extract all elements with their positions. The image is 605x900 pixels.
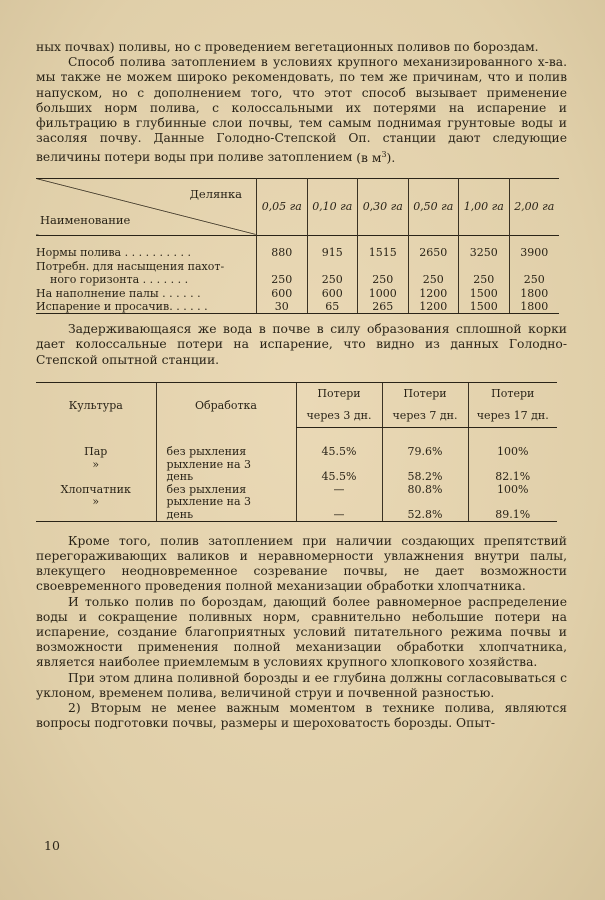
- table-row: [36, 496, 557, 509]
- table-row: [36, 458, 557, 471]
- paragraph-furrows: И только полив по бороздам, дающий более равномерное распределение воды и сокращение поливных норм, сравнительно небольшие потери на испарение, создание благоприятных условий питательного режима почвы и возможности применения полной механизации обработки хлопчатника, является наиболее приемлемым в условиях крупного хлопкового хозяйства.: [36, 594, 567, 670]
- table-cell: 82.1%: [468, 471, 557, 484]
- treatment-cell: день: [156, 471, 296, 484]
- evaporation-table-header: [36, 382, 557, 405]
- table-cell: 100%: [468, 483, 557, 496]
- table-cell: 45.5%: [296, 471, 382, 484]
- paragraph-flooding: [36, 55, 567, 166]
- water-loss-table: [36, 178, 559, 315]
- table-cell: 3900: [509, 246, 559, 260]
- table-row: [36, 286, 559, 300]
- row-label: Нормы полива . . . . . . . . . .: [36, 246, 192, 260]
- column-header: 0,50 га: [408, 178, 459, 235]
- header-17-days: через 17 дн.: [468, 405, 557, 428]
- table-cell: 58.2%: [382, 471, 468, 484]
- paragraph-continuation: ных почвах) поливы, но с проведением вегетационных поливов по бороздам.: [36, 40, 539, 54]
- table-cell: 65: [307, 300, 358, 314]
- header-treatment: Обработка: [156, 382, 296, 427]
- table-row: [36, 483, 557, 496]
- table-row: [36, 259, 559, 273]
- row-label: Потребн. для насыщения пахот-: [36, 259, 225, 273]
- treatment-cell: без рыхления: [156, 483, 296, 496]
- table-cell: 250: [408, 273, 459, 287]
- table-spacer: [36, 235, 559, 246]
- culture-cell: [36, 471, 156, 484]
- table-cell: 100%: [468, 446, 557, 459]
- table-row: [36, 446, 557, 459]
- table-cell: —: [296, 508, 382, 521]
- header-loss: Потери: [382, 382, 468, 405]
- culture-cell: [36, 508, 156, 521]
- header-plot: Делянка: [189, 186, 242, 201]
- table-cell: 250: [257, 273, 308, 287]
- table-cell: 250: [358, 273, 409, 287]
- table-cell: 250: [509, 273, 559, 287]
- header-3-days: через 3 дн.: [296, 405, 382, 428]
- table-row: [36, 508, 557, 521]
- table-cell: 45.5%: [296, 446, 382, 459]
- column-header: 0,30 га: [358, 178, 409, 235]
- table-row: [36, 246, 559, 260]
- header-culture: Культура: [36, 382, 156, 427]
- unit-close: ).: [386, 150, 396, 165]
- unit-label: [356, 151, 395, 165]
- table-cell: —: [296, 483, 382, 496]
- water-loss-table-header: [36, 178, 559, 235]
- row-label: Испарение и просачив. . . . . .: [36, 300, 257, 314]
- paragraph-flooding-text: Способ полива затоплением в условиях крупного механизированного х-ва. мы также не можем широко рекомендовать, по тем же причинам, что и полив напуском, но с дополнением того, что этот способ вызывает применение больших норм полива, с колоссальными их потерями на испарение и фильтрацию в глубинные слои почвы, тем самым поднимая грунтовые воды и засоляя почву. Данные Голодно-Степской Оп. станции дают следующие величины потери воды при поливе затоплением: [36, 55, 567, 165]
- table-cell: 880: [257, 246, 308, 260]
- table-cell: 3250: [459, 246, 510, 260]
- row-label: ного горизонта . . . . . . .: [36, 273, 189, 287]
- table-row: [36, 300, 559, 314]
- evaporation-table: [36, 382, 557, 522]
- header-loss: Потери: [468, 382, 557, 405]
- paragraph-crust: Задерживающаяся же вода в почве в силу образования сплошной корки дает колоссальные потери на испарение, что видно из данных Голодно-Степской опытной станции.: [36, 322, 567, 367]
- table-cell: 1500: [459, 286, 510, 300]
- table-cell: 1200: [408, 286, 459, 300]
- table-row: [36, 471, 557, 484]
- table-cell: 1500: [459, 300, 510, 314]
- page-number: 10: [44, 838, 60, 853]
- table-cell: 250: [307, 273, 358, 287]
- table-cell: 250: [459, 273, 510, 287]
- culture-cell: »: [92, 495, 100, 509]
- table-cell: 1800: [509, 286, 559, 300]
- treatment-cell: рыхление на 3: [156, 496, 296, 509]
- column-header: 0,05 га: [257, 178, 308, 235]
- paragraph-obstacles: Кроме того, полив затоплением при наличии создающих препятствий перегораживающих валиков и неравномерности увлажнения внутри палы, влекущего неодновременное созревание почвы, не дает возможности своевременного проведения полной механизации обработки хлопчатника.: [36, 533, 567, 594]
- culture-cell: Хлопчатник: [60, 482, 131, 496]
- column-header: 1,00 га: [459, 178, 510, 235]
- table-cell: 1000: [358, 286, 409, 300]
- table-cell: 915: [307, 246, 358, 260]
- table-spacer: [36, 427, 557, 446]
- treatment-cell: день: [156, 508, 296, 521]
- paragraph-furrow-length: При этом длина поливной борозды и ее глубина должны согласовываться с уклоном, временем полива, величиной струи и почвенной разностью.: [36, 670, 567, 700]
- table-cell: 79.6%: [382, 446, 468, 459]
- paragraph-second-point: 2) Вторым не менее важным моментом в технике полива, являются вопросы подготовки почвы, размеры и шероховатость борозды. Опыт-: [36, 701, 567, 731]
- table-cell: 89.1%: [468, 508, 557, 521]
- table-cell: 600: [257, 286, 308, 300]
- header-7-days: через 7 дн.: [382, 405, 468, 428]
- diagonal-header-cell: [36, 178, 257, 235]
- table-cell: 30: [257, 300, 308, 314]
- row-label: На наполнение палы . . . . . .: [36, 286, 201, 300]
- header-loss: Потери: [296, 382, 382, 405]
- header-name: Наименование: [40, 212, 131, 227]
- table-row: [36, 273, 559, 287]
- table-cell: 52.8%: [382, 508, 468, 521]
- table-cell: 1800: [509, 300, 559, 314]
- culture-cell: Пар: [84, 445, 108, 459]
- treatment-cell: без рыхления: [156, 446, 296, 459]
- column-header: 2,00 га: [509, 178, 559, 235]
- culture-cell: »: [92, 457, 100, 471]
- column-header: 0,10 га: [307, 178, 358, 235]
- unit-superscript: 3: [381, 149, 387, 159]
- unit-text: (в м: [356, 150, 382, 165]
- table-cell: 2650: [408, 246, 459, 260]
- table-cell: 1200: [408, 300, 459, 314]
- table-cell: 1515: [358, 246, 409, 260]
- table-cell: 80.8%: [382, 483, 468, 496]
- treatment-cell: рыхление на 3: [156, 458, 296, 471]
- table-cell: 600: [307, 286, 358, 300]
- table-cell: 265: [358, 300, 409, 314]
